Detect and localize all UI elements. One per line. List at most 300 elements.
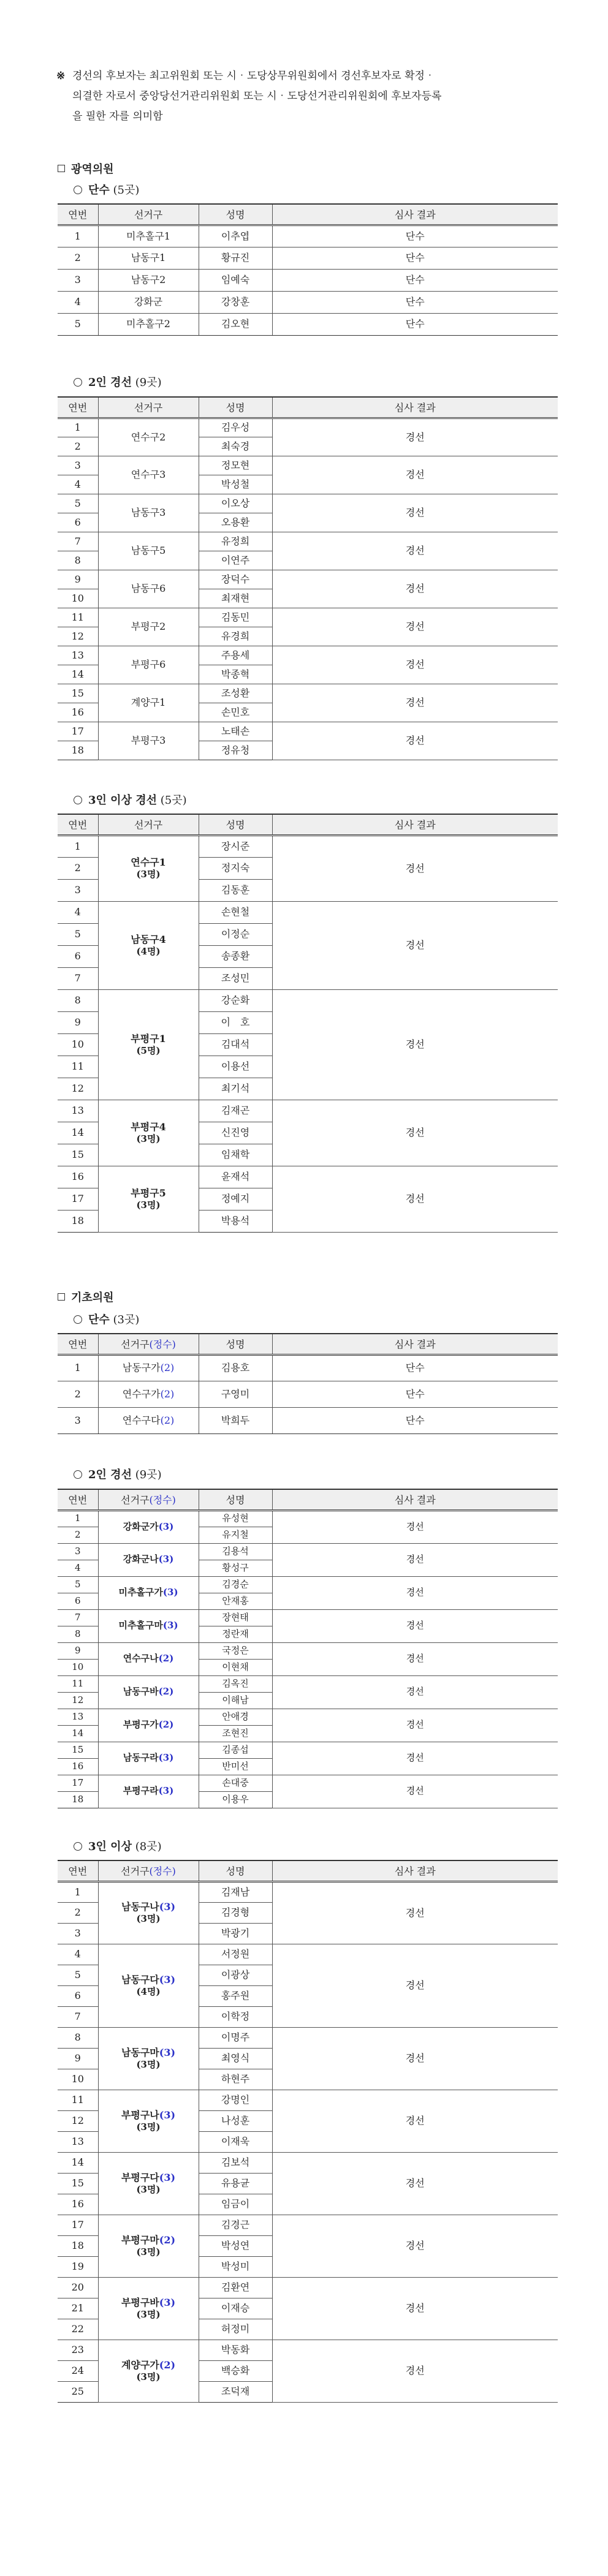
table-row <box>58 684 558 703</box>
district-cell <box>98 1881 199 1944</box>
no-cell: 9 <box>58 2048 98 2069</box>
no-cell: 13 <box>58 1709 98 1725</box>
district-seats: (3) <box>162 1587 178 1598</box>
district-seats: (3) <box>159 2046 176 2058</box>
no-cell: 6 <box>58 945 98 967</box>
district-name: 연수구1 <box>131 856 166 869</box>
name-cell: 김용석 <box>199 1543 272 1560</box>
no-cell: 5 <box>58 1965 98 1985</box>
table-row <box>58 1609 558 1626</box>
table-row <box>58 1510 558 1527</box>
name-cell: 황규진 <box>199 247 272 269</box>
table-row <box>58 291 558 313</box>
gwangyeok-two-table <box>58 396 558 760</box>
no-cell: 12 <box>58 627 98 646</box>
table-row <box>58 1709 558 1725</box>
district-cell <box>98 532 199 570</box>
district-cell <box>98 989 199 1100</box>
no-cell: 1 <box>58 418 98 437</box>
name-cell: 노태손 <box>199 722 272 741</box>
result-cell: 경선 <box>272 494 558 532</box>
header-no: 연번 <box>58 204 98 225</box>
no-cell: 14 <box>58 1725 98 1742</box>
district-name: 남동구바 <box>123 1686 159 1698</box>
name-cell: 손현철 <box>199 901 272 923</box>
table-row <box>58 247 558 269</box>
no-cell: 11 <box>58 608 98 627</box>
name-cell: 안애경 <box>199 1709 272 1725</box>
district-seats: (3) <box>159 1901 176 1913</box>
subsection-title: 2인 경선 <box>88 376 132 389</box>
table-row <box>58 456 558 475</box>
name-cell: 김옥진 <box>199 1675 272 1692</box>
no-cell: 6 <box>58 513 98 532</box>
header-district: 선거구 <box>98 397 199 418</box>
result-cell: 경선 <box>272 1742 558 1775</box>
no-cell: 11 <box>58 1675 98 1692</box>
no-cell: 20 <box>58 2277 98 2298</box>
name-cell: 하현주 <box>199 2069 272 2090</box>
no-cell: 3 <box>58 456 98 475</box>
district-count: (3명) <box>136 2371 161 2382</box>
name-cell: 장현태 <box>199 1609 272 1626</box>
section-title: 기초의원 <box>71 1291 114 1304</box>
name-cell: 유지철 <box>199 1527 272 1543</box>
table-row <box>58 2215 558 2235</box>
district-cell <box>98 1407 199 1433</box>
name-cell: 이추엽 <box>199 225 272 247</box>
result-cell: 경선 <box>272 2090 558 2152</box>
subsection-count: (5곳) <box>113 184 140 197</box>
district-cell <box>98 2152 199 2215</box>
no-cell: 15 <box>58 1742 98 1758</box>
district-seats: (3) <box>162 1620 178 1631</box>
result-cell: 경선 <box>272 532 558 570</box>
header-no: 연번 <box>58 1860 98 1881</box>
district-count: (4명) <box>136 1985 161 1997</box>
no-cell: 7 <box>58 2006 98 2027</box>
district-name: 계양구가 <box>121 2359 159 2371</box>
table-row <box>58 1576 558 1593</box>
name-cell: 구영미 <box>199 1381 272 1407</box>
table-row <box>58 1543 558 1560</box>
table-header-row <box>58 814 558 835</box>
district-cell: 미추홀구2 <box>98 313 199 335</box>
district-name: 부평구4 <box>131 1120 166 1133</box>
result-cell: 경선 <box>272 2277 558 2340</box>
district-count: (3명) <box>136 2246 161 2257</box>
name-cell: 최숙경 <box>199 437 272 456</box>
no-cell: 8 <box>58 989 98 1011</box>
no-cell: 4 <box>58 1560 98 1576</box>
name-cell: 반미선 <box>199 1758 272 1775</box>
name-cell: 김재남 <box>199 1881 272 1902</box>
district-cell <box>98 1642 199 1675</box>
table-row <box>58 225 558 247</box>
table-row <box>58 418 558 437</box>
no-cell: 19 <box>58 2256 98 2277</box>
no-cell: 8 <box>58 1626 98 1642</box>
no-cell: 10 <box>58 589 98 608</box>
district-cell <box>98 1510 199 1543</box>
result-cell: 경선 <box>272 2027 558 2090</box>
table-row <box>58 570 558 589</box>
district-cell <box>98 1609 199 1642</box>
section-gicho-heading <box>58 1289 114 1305</box>
district-cell <box>98 608 199 646</box>
table-row <box>58 2090 558 2110</box>
result-cell: 단수 <box>272 313 558 335</box>
result-cell: 경선 <box>272 1576 558 1609</box>
no-cell: 18 <box>58 1210 98 1232</box>
name-cell: 김동훈 <box>199 879 272 901</box>
subsection-count: (8곳) <box>135 1840 162 1853</box>
no-cell: 3 <box>58 1407 98 1433</box>
name-cell: 정예지 <box>199 1188 272 1210</box>
district-cell: 남동구2 <box>98 269 199 291</box>
name-cell: 이오상 <box>199 494 272 513</box>
table-row <box>58 646 558 665</box>
district-name: 부평구3 <box>131 735 166 746</box>
table-row <box>58 2152 558 2173</box>
no-cell: 18 <box>58 2235 98 2256</box>
district-name: 남동구가 <box>122 1362 161 1373</box>
no-cell: 2 <box>58 1381 98 1407</box>
district-seats: (2) <box>159 2234 176 2246</box>
name-cell: 최기석 <box>199 1078 272 1100</box>
name-cell: 김경근 <box>199 2215 272 2235</box>
name-cell: 김동민 <box>199 608 272 627</box>
table-row <box>58 1675 558 1692</box>
district-cell <box>98 1675 199 1709</box>
name-cell: 박희두 <box>199 1407 272 1433</box>
gwangyeok-single-heading <box>74 181 139 197</box>
result-cell: 경선 <box>272 2152 558 2215</box>
result-cell: 단수 <box>272 1354 558 1381</box>
name-cell: 김대석 <box>199 1033 272 1056</box>
gicho-two-heading <box>74 1466 162 1482</box>
result-cell: 경선 <box>272 1609 558 1642</box>
name-cell: 송종환 <box>199 945 272 967</box>
district-seats: (3) <box>158 1752 174 1764</box>
result-cell: 단수 <box>272 1381 558 1407</box>
table-header-row <box>58 1860 558 1881</box>
no-cell: 7 <box>58 967 98 989</box>
result-cell: 경선 <box>272 456 558 494</box>
district-name: 부평구6 <box>131 659 166 670</box>
district-cell <box>98 1944 199 2027</box>
table-row <box>58 313 558 335</box>
result-cell: 경선 <box>272 1881 558 1944</box>
header-result: 심사 결과 <box>272 397 558 418</box>
district-name: 남동구마 <box>121 2046 159 2058</box>
district-cell <box>98 2215 199 2277</box>
name-cell: 박성연 <box>199 2235 272 2256</box>
district-seats: (2) <box>158 1653 174 1664</box>
no-cell: 4 <box>58 901 98 923</box>
table-row <box>58 835 558 857</box>
district-cell <box>98 1709 199 1742</box>
result-cell: 경선 <box>272 901 558 989</box>
no-cell: 5 <box>58 313 98 335</box>
name-cell: 이연주 <box>199 551 272 570</box>
district-cell: 강화군 <box>98 291 199 313</box>
result-cell: 경선 <box>272 1543 558 1576</box>
section-title: 광역의원 <box>71 163 114 176</box>
district-count: (3명) <box>136 2308 161 2320</box>
district-name: 남동구3 <box>131 507 166 518</box>
name-cell: 조성민 <box>199 967 272 989</box>
header-name: 성명 <box>199 1860 272 1881</box>
result-cell: 경선 <box>272 989 558 1100</box>
header-seats: (정수) <box>149 1865 176 1878</box>
district-seats: (2) <box>158 1686 174 1698</box>
name-cell: 조현진 <box>199 1725 272 1742</box>
no-cell: 17 <box>58 1775 98 1791</box>
subsection-title: 2인 경선 <box>88 1468 132 1481</box>
table-row <box>58 269 558 291</box>
result-cell: 경선 <box>272 1775 558 1808</box>
district-name: 부평구5 <box>131 1187 166 1199</box>
result-cell: 단수 <box>272 225 558 247</box>
district-seats: (3) <box>159 2296 176 2308</box>
result-cell: 경선 <box>272 418 558 456</box>
subsection-title: 단수 <box>88 1313 110 1326</box>
no-cell: 10 <box>58 1033 98 1056</box>
district-count: (3명) <box>136 2058 161 2070</box>
no-cell: 12 <box>58 2110 98 2131</box>
header-no: 연번 <box>58 814 98 835</box>
table-header-row <box>58 397 558 418</box>
name-cell: 임예숙 <box>199 269 272 291</box>
name-cell: 조덕재 <box>199 2381 272 2402</box>
district-name: 부평구바 <box>121 2296 159 2308</box>
section-gwangyeok-heading <box>58 161 114 176</box>
no-cell: 16 <box>58 703 98 722</box>
no-cell: 1 <box>58 225 98 247</box>
district-cell <box>98 2277 199 2340</box>
header-district: 선거구 <box>98 204 199 225</box>
no-cell: 3 <box>58 879 98 901</box>
district-seats: (3) <box>159 2109 176 2121</box>
header-no: 연번 <box>58 1489 98 1510</box>
no-cell: 11 <box>58 2090 98 2110</box>
no-cell: 3 <box>58 1923 98 1944</box>
subsection-title: 단수 <box>88 184 110 197</box>
no-cell: 9 <box>58 1011 98 1033</box>
name-cell: 김오현 <box>199 313 272 335</box>
subsection-count: (5곳) <box>160 794 187 807</box>
district-seats: (3) <box>158 1554 174 1565</box>
result-cell: 경선 <box>272 684 558 722</box>
district-seats: (3) <box>158 1520 174 1532</box>
name-cell: 손민호 <box>199 703 272 722</box>
district-cell <box>98 1775 199 1808</box>
district-cell <box>98 1100 199 1166</box>
table-header-row <box>58 204 558 225</box>
notice-line-3: 을 필한 자를 의미함 <box>72 110 163 123</box>
no-cell: 3 <box>58 269 98 291</box>
no-cell: 2 <box>58 1527 98 1543</box>
circle-bullet-icon <box>74 186 82 194</box>
circle-bullet-icon <box>74 1315 82 1324</box>
no-cell: 6 <box>58 1985 98 2006</box>
district-name: 남동구라 <box>123 1752 159 1764</box>
district-name: 계양구1 <box>131 697 166 708</box>
no-cell: 16 <box>58 2194 98 2215</box>
no-cell: 3 <box>58 1543 98 1560</box>
name-cell: 김용호 <box>199 1354 272 1381</box>
header-district: 선거구(정수) <box>98 1489 199 1510</box>
result-cell: 단수 <box>272 269 558 291</box>
circle-bullet-icon <box>74 1470 82 1479</box>
gwangyeok-two-heading <box>74 374 162 390</box>
result-cell: 경선 <box>272 1709 558 1742</box>
district-cell: 미추홀구1 <box>98 225 199 247</box>
header-result: 심사 결과 <box>272 814 558 835</box>
header-name: 성명 <box>199 1489 272 1510</box>
no-cell: 2 <box>58 1902 98 1923</box>
district-seats: (2) <box>158 1719 174 1731</box>
no-cell: 16 <box>58 1166 98 1188</box>
gicho-three-table <box>58 1860 558 2403</box>
district-count: (3명) <box>136 1133 161 1144</box>
name-cell: 안재홍 <box>199 1593 272 1609</box>
no-cell: 8 <box>58 2027 98 2048</box>
name-cell: 국정은 <box>199 1642 272 1659</box>
table-header-row <box>58 1489 558 1510</box>
table-row <box>58 1642 558 1659</box>
no-cell: 14 <box>58 1122 98 1144</box>
name-cell: 장시준 <box>199 835 272 857</box>
name-cell: 이재욱 <box>199 2131 272 2152</box>
no-cell: 4 <box>58 475 98 494</box>
name-cell: 유용균 <box>199 2173 272 2194</box>
name-cell: 정모현 <box>199 456 272 475</box>
name-cell: 박종혁 <box>199 665 272 684</box>
no-cell: 4 <box>58 1944 98 1965</box>
name-cell: 이 호 <box>199 1011 272 1033</box>
circle-bullet-icon <box>74 378 82 387</box>
result-cell: 경선 <box>272 835 558 901</box>
name-cell: 주용세 <box>199 646 272 665</box>
district-count: (3명) <box>136 1913 161 1925</box>
result-cell: 경선 <box>272 1510 558 1543</box>
name-cell: 서정원 <box>199 1944 272 1965</box>
district-count: (3명) <box>136 869 161 880</box>
no-cell: 18 <box>58 1791 98 1808</box>
district-cell <box>98 1576 199 1609</box>
table-row <box>58 2277 558 2298</box>
header-district: 선거구 <box>98 814 199 835</box>
district-seats: (3) <box>159 1973 176 1985</box>
district-count: (3명) <box>136 2183 161 2195</box>
district-cell <box>98 1742 199 1775</box>
name-cell: 박용석 <box>199 1210 272 1232</box>
district-name: 강화군가 <box>123 1520 159 1532</box>
no-cell: 18 <box>58 741 98 760</box>
table-row <box>58 989 558 1011</box>
district-name: 연수구다 <box>122 1414 161 1426</box>
district-count: (3명) <box>136 1199 161 1211</box>
gwangyeok-three-heading <box>74 791 187 807</box>
name-cell: 윤재석 <box>199 1166 272 1188</box>
subsection-count: (9곳) <box>135 1468 162 1481</box>
no-cell: 2 <box>58 437 98 456</box>
no-cell: 2 <box>58 857 98 879</box>
name-cell: 이현채 <box>199 1659 272 1675</box>
no-cell: 1 <box>58 1354 98 1381</box>
result-cell: 경선 <box>272 1100 558 1166</box>
district-cell <box>98 1381 199 1407</box>
district-name: 부평구라 <box>123 1785 159 1797</box>
district-name: 연수구가 <box>122 1388 161 1400</box>
district-count: (4명) <box>136 945 161 957</box>
district-count: (3명) <box>136 2121 161 2132</box>
name-cell: 최재현 <box>199 589 272 608</box>
no-cell: 10 <box>58 2069 98 2090</box>
district-cell <box>98 1354 199 1381</box>
district-cell <box>98 646 199 684</box>
table-row <box>58 1775 558 1791</box>
header-district: 선거구(정수) <box>98 1860 199 1881</box>
header-name: 성명 <box>199 1334 272 1354</box>
result-cell: 경선 <box>272 1944 558 2027</box>
district-cell <box>98 684 199 722</box>
name-cell: 이정순 <box>199 923 272 945</box>
no-cell: 8 <box>58 551 98 570</box>
result-cell: 경선 <box>272 1166 558 1232</box>
district-count: (5명) <box>136 1044 161 1056</box>
name-cell: 나성훈 <box>199 2110 272 2131</box>
no-cell: 24 <box>58 2360 98 2381</box>
no-cell: 21 <box>58 2298 98 2319</box>
table-row <box>58 1166 558 1188</box>
name-cell: 이광상 <box>199 1965 272 1985</box>
header-name: 성명 <box>199 397 272 418</box>
no-cell: 17 <box>58 722 98 741</box>
table-row <box>58 608 558 627</box>
district-name: 부평구나 <box>121 2109 159 2121</box>
subsection-count: (9곳) <box>135 376 162 389</box>
name-cell: 박성철 <box>199 475 272 494</box>
no-cell: 15 <box>58 1144 98 1166</box>
result-cell: 경선 <box>272 608 558 646</box>
no-cell: 1 <box>58 1881 98 1902</box>
result-cell: 경선 <box>272 570 558 608</box>
name-cell: 박동화 <box>199 2340 272 2360</box>
header-district: 선거구(정수) <box>98 1334 199 1354</box>
result-cell: 단수 <box>272 1407 558 1433</box>
name-cell: 정지숙 <box>199 857 272 879</box>
name-cell: 박광기 <box>199 1923 272 1944</box>
name-cell: 이학정 <box>199 2006 272 2027</box>
name-cell: 이용우 <box>199 1791 272 1808</box>
district-name: 부평구2 <box>131 621 166 632</box>
table-row <box>58 2340 558 2360</box>
table-row <box>58 901 558 923</box>
name-cell: 임금이 <box>199 2194 272 2215</box>
name-cell: 김보석 <box>199 2152 272 2173</box>
name-cell: 이용선 <box>199 1056 272 1078</box>
district-name: 연수구3 <box>131 469 166 480</box>
district-cell: 남동구1 <box>98 247 199 269</box>
table-row <box>58 722 558 741</box>
subsection-title: 3인 이상 <box>88 1840 132 1853</box>
name-cell: 허정미 <box>199 2319 272 2340</box>
name-cell: 홍주원 <box>199 1985 272 2006</box>
district-cell <box>98 722 199 760</box>
